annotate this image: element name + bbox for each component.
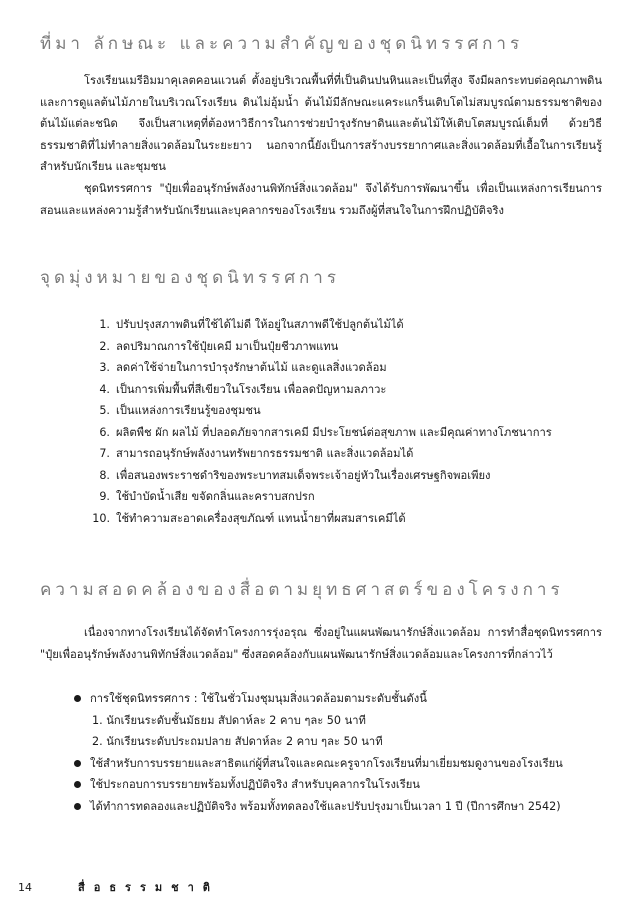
bullet-item [74, 753, 614, 775]
bullet-text: ใช้สำหรับการบรรยายและสาธิตแก่ผู้ที่สนใจและคณะครูจากโรงเรียนที่มาเยี่ยมชมดูงานของโรงเรียน [90, 756, 563, 770]
item-text: ลดปริมาณการใช้ปุ๋ยเคมี มาเป็นปุ๋ยชีวภาพแทน [116, 339, 339, 353]
sub-item: 2. นักเรียนระดับประถมปลาย สัปดาห์ละ 2 คาบ ๆละ 50 นาที [92, 735, 383, 748]
section-heading-objectives: จุดมุ่งหมายของชุดนิทรรศการ [40, 268, 340, 288]
background-paragraph-2: ชุดนิทรรศการ "ปุ๋ยเพื่ออนุรักษ์พลังงานพิทักษ์สิ่งแวดล้อม" จึงได้รับการพัฒนาขึ้น เพื่อเป็นแหล่งการเรียนการสอนและแหล่งความรู้สำหรับนักเรียนและบุคลากรของโรงเรียน รวมถึงผู้ที่สนใจในการฝึกปฏิบัติจริง [40, 182, 602, 217]
background-paragraph-1: โรงเรียนเมรีอิมมาคุเลตคอนแวนต์ ตั้งอยู่บริเวณพื้นที่ที่เป็นดินปนหินและเป็นที่สูง จึงมีผลกระทบต่อคุณภาพดินและการดูแลต้นไม้ภายในบริเวณโรงเรียน ดินไม่อุ้มน้ำ ต้นไม้มีลักษณะแคระแกร็นเติบโตไม่สมบูรณ์ตามธรรมชาติของต้นไม้แต่ละชนิด จึงเป็นสาเหตุที่ต้องหาวิธีการในการช่วยบำรุงรักษาดินและต้นไม้ให้เติบโตสมบูรณ์เต็มที่ ด้วยวิธีธรรมชาติที่ไม่ทำลายสิ่งแวดล้อมในระยะยาว นอกจากนี้ยังเป็นการสร้างบรรยากาศและสิ่งแวดล้อมที่เอื้อในการเรียนรู้สำหรับนักเรียน และชุมชน [40, 74, 602, 173]
item-text: ใช้บำบัดน้ำเสีย ขจัดกลิ่นและคราบสกปรก [116, 490, 315, 503]
bullet-item [74, 774, 614, 796]
bullet-icon [74, 781, 81, 788]
list-item [84, 508, 552, 530]
list-item [84, 486, 552, 508]
objectives-list [84, 314, 552, 529]
item-text: เป็นแหล่งการเรียนรู้ของชุมชน [116, 404, 261, 417]
item-number: 4. [99, 382, 110, 396]
list-item [84, 400, 552, 422]
list-item [84, 422, 552, 444]
alignment-paragraph: เนื่องจากทางโรงเรียนได้จัดทำโครงการรุ่งอรุณ ซึ่งอยู่ในแผนพัฒนารักษ์สิ่งแวดล้อม การทำสื่อชุดนิทรรศการ "ปุ๋ยเพื่ออนุรักษ์พลังงานพิทักษ์สิ่งแวดล้อม" ซึ่งสอดคล้องกับแผนพัฒนารักษ์สิ่งแวดล้อมและโครงการที่กล่าวไว้ [40, 626, 602, 661]
item-text: สามารถอนุรักษ์พลังงานทรัพยากรธรรมชาติ และสิ่งแวดล้อมได้ [116, 447, 414, 460]
bullet-item [74, 688, 614, 753]
item-number: 9. [99, 490, 110, 503]
bullet-icon [74, 760, 81, 767]
page-number: 14 [18, 881, 32, 894]
item-number: 3. [99, 361, 110, 374]
page-footer [18, 878, 219, 896]
item-text: ใช้ทำความสะอาดเครื่องสุขภัณฑ์ แทนน้ำยาที่ผสมสารเคมีได้ [116, 511, 406, 525]
list-item [84, 357, 552, 379]
section-heading-alignment: ความสอดคล้องของสื่อตามยุทธศาสตร์ของโครงการ [40, 580, 564, 600]
section-heading-background: ที่มา ลักษณะ และความสำคัญของชุดนิทรรศการ [40, 34, 524, 54]
sub-item: 1. นักเรียนระดับชั้นมัธยม สัปดาห์ละ 2 คาบ ๆละ 50 นาที [92, 713, 366, 727]
bullet-item [74, 796, 614, 818]
bullet-icon [74, 695, 81, 702]
list-item [84, 465, 552, 487]
list-item [84, 379, 552, 401]
item-text: ผลิตพืช ผัก ผลไม้ ที่ปลอดภัยจากสารเคมี มีประโยชน์ต่อสุขภาพ และมีคุณค่าทางโภชนาการ [116, 425, 552, 439]
item-number: 1. [99, 318, 110, 331]
item-number: 6. [99, 425, 110, 439]
item-number: 7. [99, 447, 110, 460]
item-text: ลดค่าใช้จ่ายในการบำรุงรักษาต้นไม้ และดูแลสิ่งแวดล้อม [116, 361, 387, 374]
item-number: 2. [99, 339, 110, 353]
usage-bullet-list [74, 688, 614, 817]
item-number: 8. [99, 468, 110, 482]
publication-name: สื่อธรรมชาติ [78, 881, 219, 894]
list-item [84, 314, 552, 336]
list-item [84, 443, 552, 465]
bullet-icon [74, 803, 81, 810]
sub-list [90, 710, 614, 753]
list-item [84, 336, 552, 358]
bullet-text: ใช้ประกอบการบรรยายพร้อมทั้งปฏิบัติจริง สำหรับบุคลากรในโรงเรียน [90, 778, 420, 791]
item-number: 10. [92, 511, 110, 525]
bullet-text: ได้ทำการทดลองและปฏิบัติจริง พร้อมทั้งทดลองใช้และปรับปรุงมาเป็นเวลา 1 ปี (ปีการศึกษา 2542) [90, 799, 561, 813]
bullet-text: การใช้ชุดนิทรรศการ : ใช้ในชั่วโมงชุมนุมสิ่งแวดล้อมตามระดับชั้นดังนี้ [90, 692, 427, 705]
item-text: เพื่อสนองพระราชดำริของพระบาทสมเด็จพระเจ้าอยู่หัวในเรื่องเศรษฐกิจพอเพียง [116, 468, 491, 482]
item-number: 5. [99, 404, 110, 417]
item-text: ปรับปรุงสภาพดินที่ใช้ได้ไม่ดี ให้อยู่ในสภาพดีใช้ปลูกต้นไม้ได้ [116, 318, 404, 331]
item-text: เป็นการเพิ่มพื้นที่สีเขียวในโรงเรียน เพื่อลดปัญหามลภาวะ [116, 382, 387, 396]
